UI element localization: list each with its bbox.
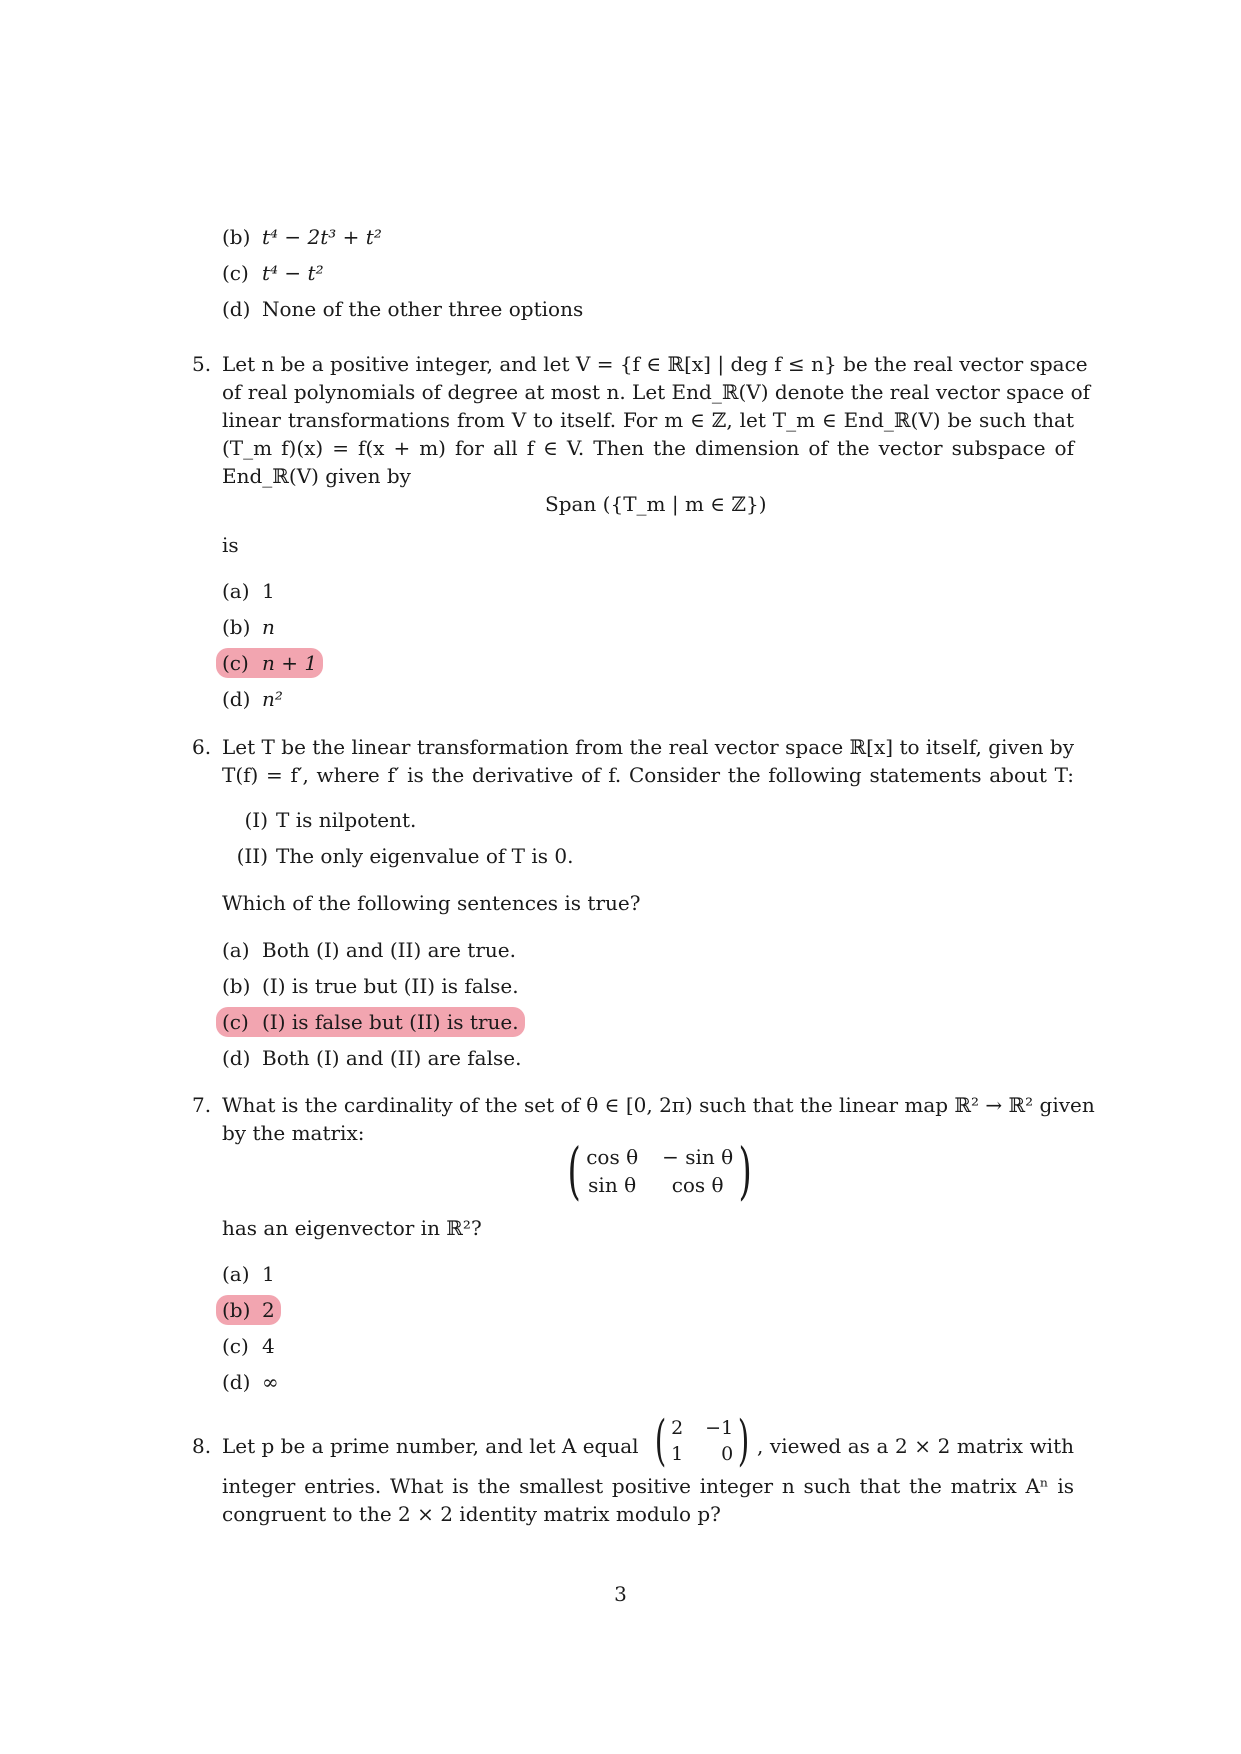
- option-label: (c): [222, 651, 249, 675]
- question-text-line: End_ℝ(V) given by: [222, 464, 411, 488]
- q7-option-a: [216, 1259, 281, 1289]
- option-text: t⁴ − 2t³ + t²: [262, 225, 382, 249]
- option-text: 4: [262, 1334, 275, 1358]
- question-text-line: (T_m f)(x) = f(x + m) for all f ∈ V. Then the dimension of the vector subspace of: [222, 436, 1074, 460]
- matrix-entry: 2: [671, 1417, 684, 1439]
- question-text-line: is: [222, 533, 239, 557]
- option-text: (I) is false but (II) is true.: [262, 1010, 519, 1034]
- q7-option-d: [216, 1367, 285, 1397]
- q4-option-c: [216, 258, 330, 288]
- option-label: (c): [222, 1334, 249, 1358]
- option-text: 1: [262, 579, 275, 603]
- matrix-entry: −1: [705, 1417, 734, 1439]
- q4-option-d: [216, 294, 589, 324]
- option-text: None of the other three options: [262, 297, 584, 321]
- q6-option-d: [216, 1043, 527, 1073]
- option-label: (a): [222, 579, 250, 603]
- matrix-entry: 1: [671, 1443, 684, 1465]
- question-number: 6.: [192, 735, 212, 759]
- question-prompt: Which of the following sentences is true?: [222, 891, 641, 915]
- matrix-entries: [586, 1143, 733, 1199]
- option-text: Both (I) and (II) are false.: [262, 1046, 522, 1070]
- option-text: n + 1: [262, 651, 318, 675]
- option-label: (c): [222, 261, 249, 285]
- option-label: (b): [222, 615, 251, 639]
- matrix-A: [650, 1409, 754, 1472]
- statement-label: (II): [236, 844, 268, 868]
- statement-text: The only eigenvalue of T is 0.: [276, 844, 574, 868]
- question-text-line: integer entries. What is the smallest positive integer n such that the matrix Aⁿ is: [222, 1474, 1074, 1498]
- option-label: (b): [222, 1298, 251, 1322]
- matrix-entries: [671, 1415, 733, 1467]
- q6-option-c-highlighted: [216, 1007, 525, 1037]
- matrix-entry: sin θ: [588, 1173, 637, 1197]
- option-label: (d): [222, 1370, 251, 1394]
- matrix-entry: cos θ: [671, 1173, 724, 1197]
- question-text-line: , viewed as a 2 × 2 matrix with: [757, 1434, 1074, 1458]
- right-paren: ): [737, 1409, 750, 1472]
- question-text-line: by the matrix:: [222, 1121, 365, 1145]
- option-text: Both (I) and (II) are true.: [262, 938, 516, 962]
- option-label: (d): [222, 297, 251, 321]
- left-paren: (: [654, 1409, 667, 1472]
- q7-option-c: [216, 1331, 281, 1361]
- q5-option-c-highlighted: [216, 648, 323, 678]
- q7-option-b-highlighted: [216, 1295, 281, 1325]
- question-text-line: What is the cardinality of the set of θ ∈ [0, 2π) such that the linear map ℝ² → ℝ² given: [222, 1093, 1095, 1117]
- q6-option-a: [216, 935, 522, 965]
- q4-option-b: [216, 222, 388, 252]
- option-label: (d): [222, 1046, 251, 1070]
- q5-option-a: [216, 576, 281, 606]
- question-number: 7.: [192, 1093, 212, 1117]
- question-number: 5.: [192, 352, 212, 376]
- matrix-entry: − sin θ: [662, 1145, 734, 1169]
- option-text: t⁴ − t²: [262, 261, 324, 285]
- statement-label: (I): [244, 808, 268, 832]
- display-equation: Span ({T_m | m ∈ ℤ}): [545, 492, 767, 516]
- rotation-matrix: [562, 1134, 757, 1207]
- question-text-line: Let p be a prime number, and let A equal: [222, 1434, 639, 1458]
- option-text: 1: [262, 1262, 275, 1286]
- question-text-line: has an eigenvector in ℝ²?: [222, 1216, 482, 1240]
- left-paren: (: [567, 1134, 581, 1207]
- option-label: (b): [222, 225, 251, 249]
- statement-I: [222, 806, 416, 834]
- q5-option-d: [216, 684, 289, 714]
- option-text: ∞: [262, 1370, 279, 1394]
- option-text: 2: [262, 1298, 275, 1322]
- question-text-line: Let n be a positive integer, and let V = {f ∈ ℝ[x] | deg f ≤ n} be the real vector space: [222, 352, 1088, 376]
- option-label: (d): [222, 687, 251, 711]
- q5-option-b: [216, 612, 281, 642]
- option-label: (a): [222, 938, 250, 962]
- right-paren: ): [738, 1134, 752, 1207]
- matrix-entry: cos θ: [586, 1145, 639, 1169]
- question-text-line: of real polynomials of degree at most n. Let End_ℝ(V) denote the real vector space of: [222, 380, 1091, 404]
- question-text-line: Let T be the linear transformation from the real vector space ℝ[x] to itself, given by: [222, 735, 1074, 759]
- option-label: (b): [222, 974, 251, 998]
- option-label: (a): [222, 1262, 250, 1286]
- question-text-line: T(f) = f′, where f′ is the derivative of f. Consider the following statements about T:: [222, 763, 1074, 787]
- q6-option-b: [216, 971, 525, 1001]
- statement-text: T is nilpotent.: [276, 808, 417, 832]
- matrix-entry: 0: [721, 1443, 734, 1465]
- question-text-line: congruent to the 2 × 2 identity matrix modulo p?: [222, 1502, 721, 1526]
- question-number: 8.: [192, 1434, 212, 1458]
- option-label: (c): [222, 1010, 249, 1034]
- statement-II: [222, 842, 573, 870]
- option-text: n: [262, 615, 275, 639]
- page-number: 3: [614, 1582, 627, 1606]
- option-text: n²: [262, 687, 283, 711]
- question-text-line: linear transformations from V to itself. For m ∈ ℤ, let T_m ∈ End_ℝ(V) be such that: [222, 408, 1074, 432]
- option-text: (I) is true but (II) is false.: [262, 974, 519, 998]
